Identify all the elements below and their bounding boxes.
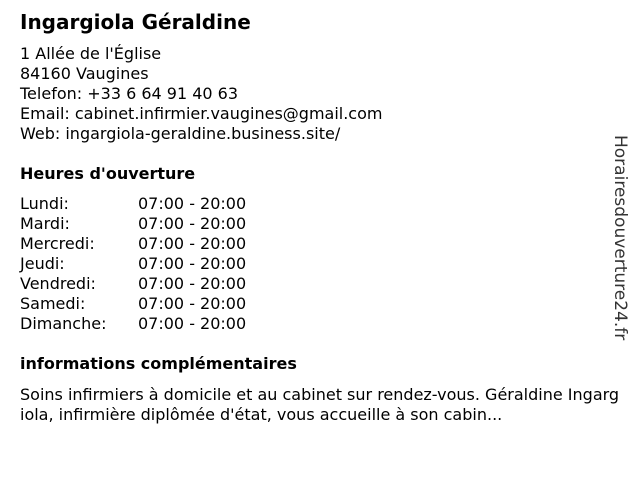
day-label: Samedi: — [20, 294, 86, 313]
opening-hours-heading: Heures d'ouverture — [20, 164, 196, 183]
business-name: Ingargiola Géraldine — [20, 10, 251, 34]
day-label: Mercredi: — [20, 234, 95, 253]
email-line: Email: cabinet.infirmier.vaugines@gmail.com — [20, 104, 383, 123]
time-range: 07:00 - 20:00 — [138, 254, 247, 273]
day-label: Jeudi: — [20, 254, 65, 273]
day-label: Mardi: — [20, 214, 70, 233]
time-range: 07:00 - 20:00 — [138, 234, 247, 253]
hours-row-tuesday — [20, 214, 246, 234]
website-line: Web: ingargiola-geraldine.business.site/ — [20, 124, 341, 143]
phone-line: Telefon: +33 6 64 91 40 63 — [20, 84, 239, 103]
site-watermark: Horairesdouverture24.fr — [610, 135, 630, 341]
day-label: Vendredi: — [20, 274, 96, 293]
hours-row-thursday — [20, 254, 246, 274]
time-range: 07:00 - 20:00 — [138, 214, 247, 233]
opening-hours-table — [20, 194, 246, 334]
hours-row-monday — [20, 194, 246, 214]
additional-info-heading: informations complémentaires — [20, 354, 297, 373]
hours-row-saturday — [20, 294, 246, 314]
day-label: Lundi: — [20, 194, 69, 213]
additional-info-text: Soins infirmiers à domicile et au cabinet sur rendez-vous. Géraldine Ingargiola, infirmière diplômée d'état, vous accueille à son cabin... — [20, 385, 620, 424]
hours-row-wednesday — [20, 234, 246, 254]
contact-block — [20, 44, 382, 144]
hours-row-sunday — [20, 314, 246, 334]
address-line-2: 84160 Vaugines — [20, 64, 149, 83]
day-label: Dimanche: — [20, 314, 107, 333]
hours-row-friday — [20, 274, 246, 294]
address-line-1: 1 Allée de l'Église — [20, 44, 162, 63]
time-range: 07:00 - 20:00 — [138, 314, 247, 333]
time-range: 07:00 - 20:00 — [138, 194, 247, 213]
time-range: 07:00 - 20:00 — [138, 274, 247, 293]
time-range: 07:00 - 20:00 — [138, 294, 247, 313]
